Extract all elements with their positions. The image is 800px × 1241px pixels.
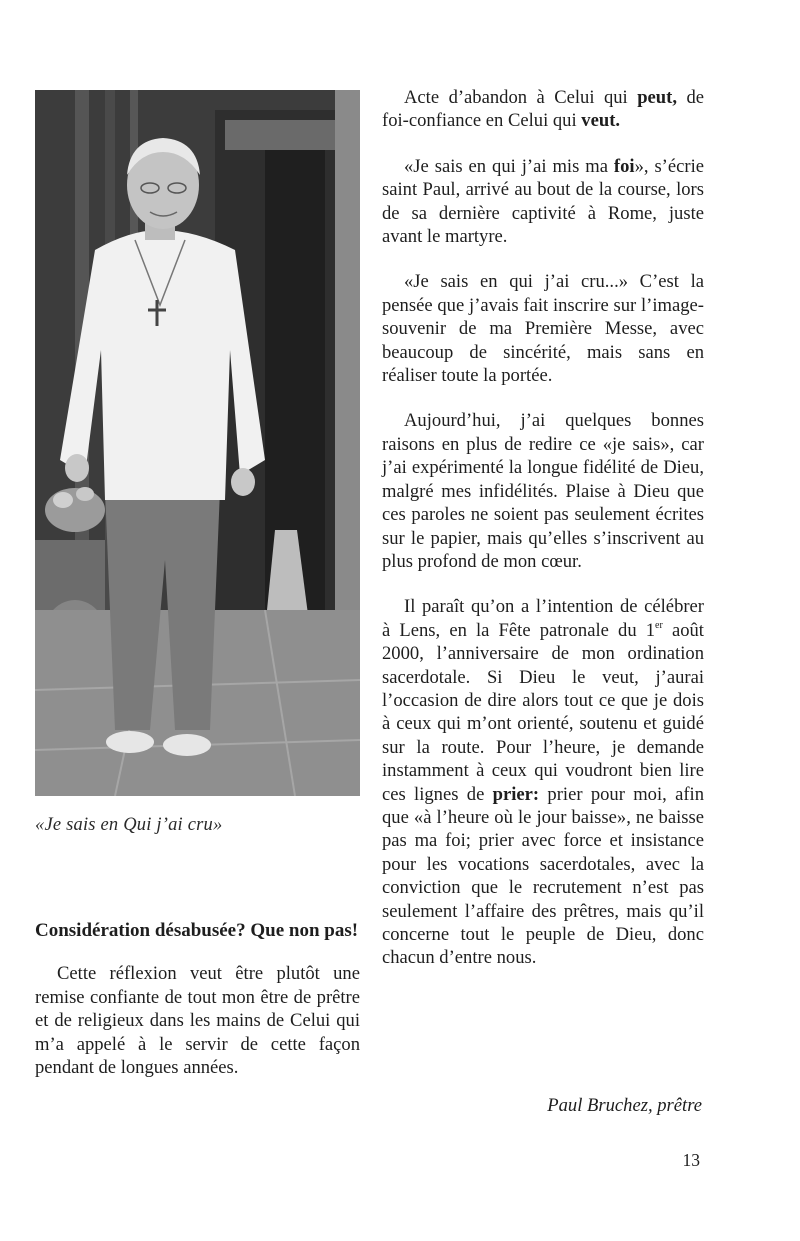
section-heading: Considération désabusée? Que non pas!: [35, 920, 359, 942]
left-column: [35, 90, 360, 1079]
page-number: 13: [682, 1150, 700, 1170]
right-column: [382, 86, 704, 970]
section-paragraph: Cette réflexion veut être plutôt une remise confiante de tout mon être de prêtre et de religieux dans les mains de Celui qui m’a appelé à le servir de cette façon pendant de longues années.: [35, 963, 360, 1079]
paragraph-5: Il paraît qu’on a l’intention de célébrer à Lens, en la Fête patronale du 1er août 2000, l’anniversaire de mon ordination sacerdotale. Si Dieu le veut, j’aurai l’occasion de dire alors tout ce que je dois à ceux qui m’ont orienté, soutenu et guidé sur la route. Pour l’heure, je demande instamment à ceux qui voudront bien lire ces lignes de prier: prier pour moi, afin que «à l’heure où le jour baisse», ne baisse pas ma foi; prier avec force et insistance pour les vocations sacerdotales, avec la conviction que le recrutement n’est pas seulement l’affaire des prêtres, mais qu’il concerne tout le peuple de Dieu, donc chacun d’entre nous.: [382, 596, 705, 969]
paragraph-2: «Je sais en qui j’ai mis ma foi», s’écrie saint Paul, arrivé au bout de la course, lors de sa dernière captivité à Rome, juste avant le martyre.: [382, 155, 704, 248]
portrait-photo: [35, 90, 360, 796]
paragraph-4: Aujourd’hui, j’ai quelques bonnes raisons en plus de redire ce «je sais», car j’ai expérimenté la longue fidélité de Dieu, malgré mes infidélités. Plaise à Dieu que ces paroles ne soient pas seulement écrites sur le papier, mais qu’elles s’inscrivent au plus profond de mon cœur.: [382, 410, 704, 572]
paragraph-3: «Je sais en qui j’ai cru...» C’est la pensée que j’avais fait inscrire sur l’image-souvenir de ma Première Messe, avec beaucoup de sincérité, mais sans en réaliser toute la portée.: [382, 271, 704, 387]
photo-caption: «Je sais en Qui j’ai cru»: [35, 815, 223, 835]
paragraph-1: Acte d’abandon à Celui qui peut, de foi-confiance en Celui qui veut.: [382, 87, 704, 132]
author-signature: Paul Bruchez, prêtre: [547, 1095, 702, 1116]
priest-photo-illustration: [35, 90, 360, 796]
